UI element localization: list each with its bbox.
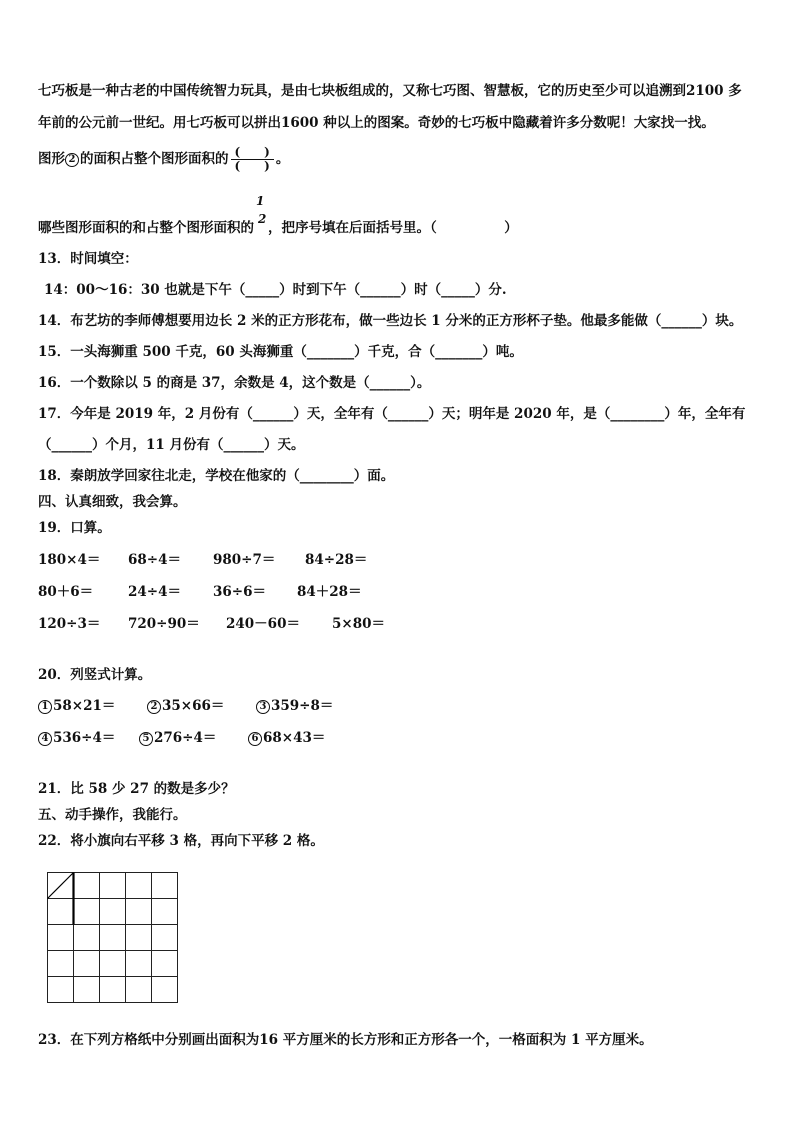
item-circle-number: 3 <box>256 700 270 714</box>
intro-line-2: 年前的公元前一世纪。用七巧板可以拼出1600 种以上的图案。奇妙的七巧板中隐藏着许多分数呢！大家找一找。 <box>38 115 715 131</box>
q18: 18．秦朗放学回家往北走，学校在他家的（________）面。 <box>38 468 395 484</box>
half-denominator: 2 <box>258 212 267 226</box>
section-5-heading: 五、动手操作，我能行。 <box>38 807 187 823</box>
calc-item: 84＋28＝ <box>297 584 362 600</box>
item-circle-number: 4 <box>38 732 52 746</box>
section-4-heading: 四、认真细致，我会算。 <box>38 494 187 510</box>
figure-2-fraction-blank[interactable] <box>231 146 274 173</box>
calc-item: 5×80＝ <box>332 616 385 632</box>
q20-title: 20．列竖式计算。 <box>38 667 152 683</box>
calc-item: 720÷90＝ <box>128 616 200 632</box>
item-circle-number: 5 <box>139 732 153 746</box>
item-expression: 68×43＝ <box>263 730 326 746</box>
half-area-text-before: 哪些图形面积的和占整个图形面积的 <box>38 220 254 236</box>
vertical-calc-item <box>256 697 333 715</box>
q19-title: 19．口算。 <box>38 520 111 536</box>
question-figure-2 <box>38 146 289 173</box>
item-circle-number: 2 <box>147 700 161 714</box>
vertical-calc-item <box>248 729 325 747</box>
fraction-denominator-blank[interactable]: ( ) <box>234 159 270 173</box>
q21: 21．比 58 少 27 的数是多少？ <box>38 781 235 797</box>
item-expression: 359÷8＝ <box>271 698 334 714</box>
calc-item: 120÷3＝ <box>38 616 101 632</box>
flag-diagonal <box>48 873 74 899</box>
calc-item: 24÷4＝ <box>128 584 181 600</box>
item-expression: 58×21＝ <box>53 698 116 714</box>
one-half-fraction <box>254 194 268 232</box>
item-expression: 536÷4＝ <box>53 730 116 746</box>
half-numerator: 1 <box>256 194 265 208</box>
fraction-numerator-blank[interactable]: ( ) <box>231 146 274 160</box>
item-expression: 276÷4＝ <box>154 730 217 746</box>
figure-2-prefix: 图形 <box>38 151 65 167</box>
vertical-calc-item <box>38 697 115 715</box>
half-area-text-after: ，把序号填在后面括号里。（ ） <box>268 220 518 236</box>
question-half-area <box>38 194 518 237</box>
calc-item: 180×4＝ <box>38 552 101 568</box>
q17-line-2: （______）个月，11 月份有（______）天。 <box>38 437 305 453</box>
vertical-calc-item <box>147 697 224 715</box>
figure-2-middle: 的面积占整个图形面积的 <box>80 151 229 167</box>
q16: 16．一个数除以 5 的商是 37，余数是 4，这个数是（______）。 <box>38 375 431 391</box>
intro-line-1: 七巧板是一种古老的中国传统智力玩具，是由七块板组成的，又称七巧图、智慧板，它的历史至少可以追溯到2100 多 <box>38 83 742 99</box>
q23: 23．在下列方格纸中分别画出面积为16 平方厘米的长方形和正方形各一个，一格面积为 1 平方厘米。 <box>38 1032 653 1048</box>
figure-2-circle-number: 2 <box>65 153 79 167</box>
item-expression: 35×66＝ <box>162 698 225 714</box>
figure-2-end: 。 <box>275 151 290 167</box>
calc-item: 36÷6＝ <box>213 584 266 600</box>
calc-item: 84÷28＝ <box>305 552 368 568</box>
flag-grid <box>47 872 179 1005</box>
item-circle-number: 1 <box>38 700 52 714</box>
calc-item: 80＋6＝ <box>38 584 94 600</box>
q13-body: 14：00～16：30 也就是下午（_____）时到下午（______）时（_____）分. <box>44 282 507 298</box>
q17-line-1: 17．今年是 2019 年，2 月份有（______）天，全年有（______）天；明年是 2020 年，是（________）年，全年有 <box>38 406 746 422</box>
q22: 22．将小旗向右平移 3 格，再向下平移 2 格。 <box>38 833 324 849</box>
vertical-calc-item <box>38 729 115 747</box>
q14: 14．布艺坊的李师傅想要用边长 2 米的正方形花布，做一些边长 1 分米的正方形杯子垫。他最多能做（______）块。 <box>38 313 743 329</box>
calc-item: 980÷7＝ <box>213 552 276 568</box>
q13-title: 13．时间填空： <box>38 251 138 267</box>
q15: 15．一头海狮重 500 千克，60 头海狮重（_______）千克，合（_______）吨。 <box>38 344 523 360</box>
calc-item: 240－60＝ <box>226 616 300 632</box>
calc-item: 68÷4＝ <box>128 552 181 568</box>
item-circle-number: 6 <box>248 732 262 746</box>
grid-border <box>48 873 178 1003</box>
vertical-calc-item <box>139 729 216 747</box>
